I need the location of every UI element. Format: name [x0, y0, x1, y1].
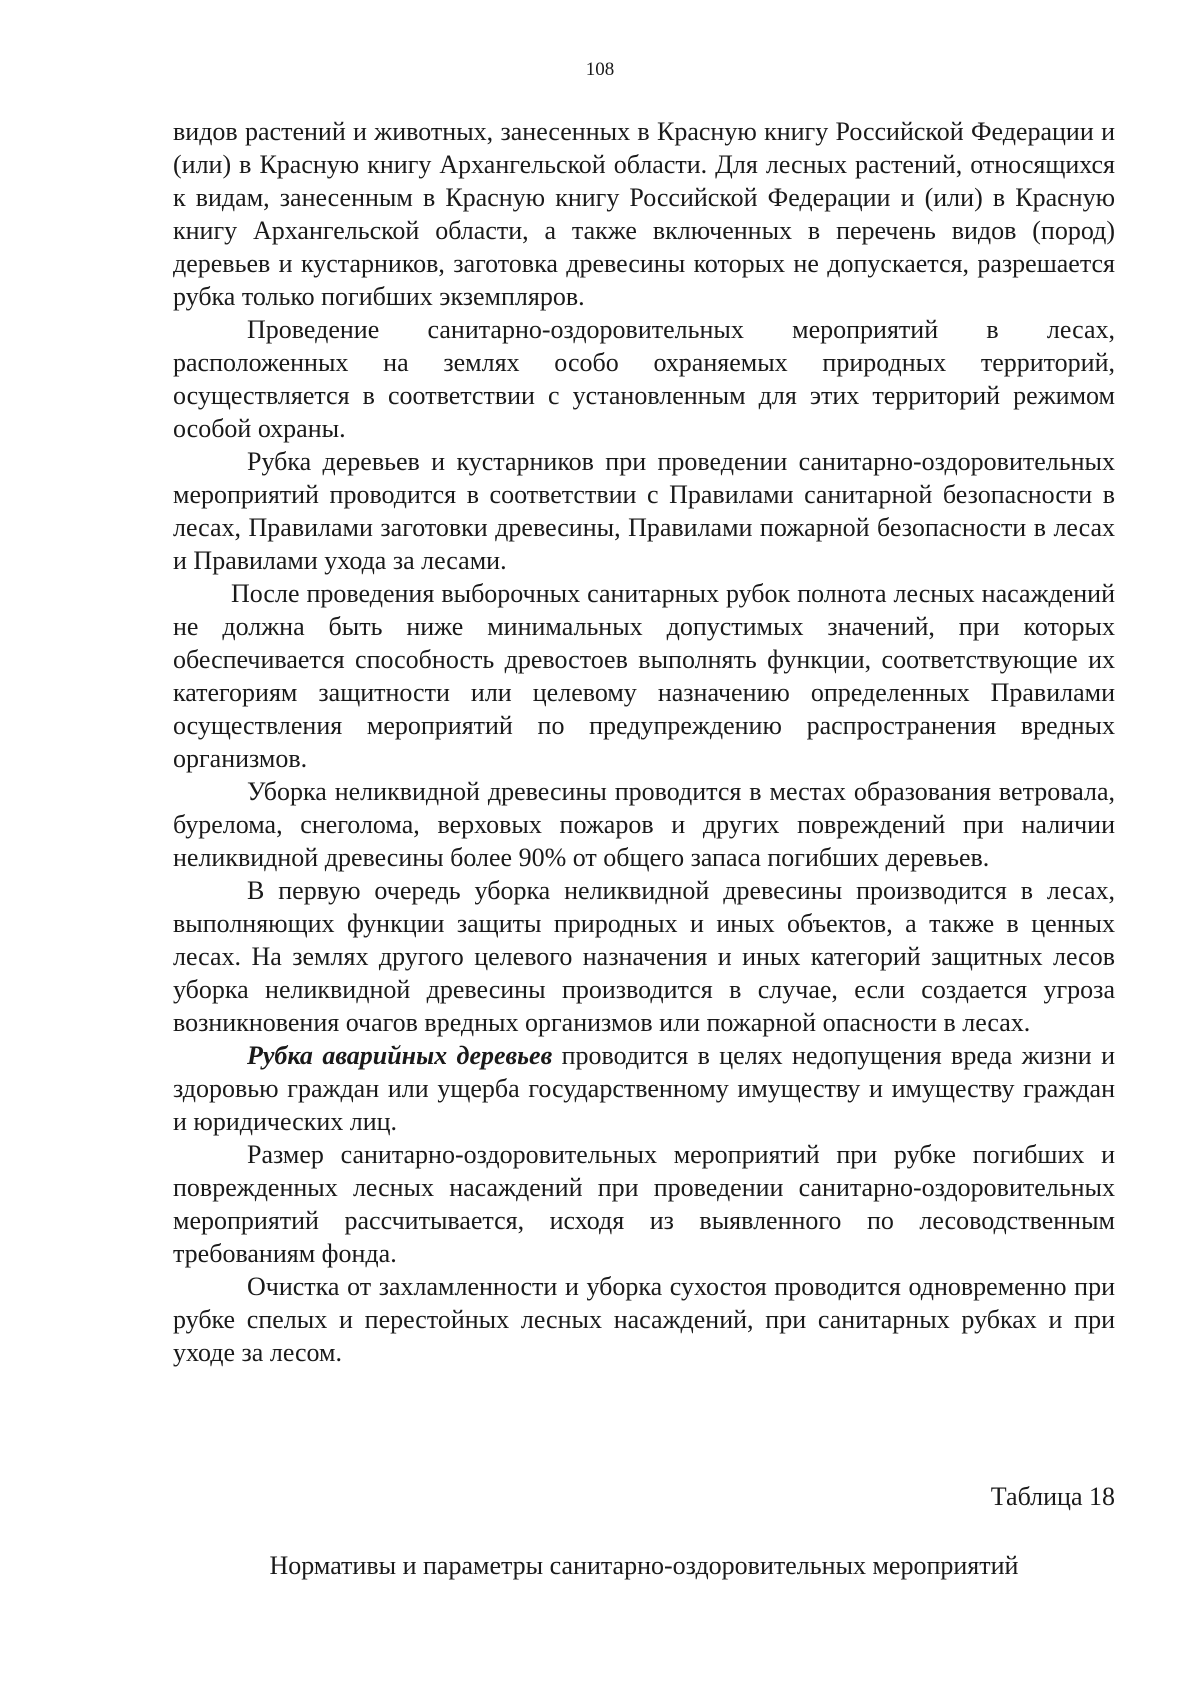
paragraph-selective-felling: После проведения выборочных санитарных рубок полнота лесных насаждений не должна быть ниже минимальных допустимых значений, при которых обеспечивается способность древостоев выполнять функции, соответствующие их категориям защитности или целевому назначению определенных Правилами осуществления мероприятий по предупреждению распространения вредных организмов.	[173, 579, 1115, 773]
body-text	[173, 115, 1115, 1369]
paragraph-clutter-cleanup: Очистка от захламленности и уборка сухостоя проводится одновременно при рубке спелых и перестойных лесных насаждений, при санитарных рубках и при уходе за лесом.	[173, 1272, 1115, 1367]
paragraph-red-book: видов растений и животных, занесенных в Красную книгу Российской Федерации и (или) в Красную книгу Архангельской области. Для лесных растений, относящихся к видам, занесенным в Красную книгу Российской Федерации и (или) в Красную книгу Архангельской области, а также включенных в перечень видов (пород) деревьев и кустарников, заготовка древесины которых не допускается, разрешается рубка только погибших экземпляров.	[173, 117, 1115, 311]
paragraph-priority-cleanup: В первую очередь уборка неликвидной древесины производится в лесах, выполняющих функции защиты природных и иных объектов, а также в ценных лесах. На землях другого целевого назначения и иных категорий защитных лесов уборка неликвидной древесины производится в случае, если создается угроза возникновения очагов вредных организмов или пожарной опасности в лесах.	[173, 876, 1115, 1037]
paragraph-measures-size: Размер санитарно-оздоровительных мероприятий при рубке погибших и поврежденных лесных насаждений при проведении санитарно-оздоровительных мероприятий рассчитывается, исходя из выявленного по лесоводственным требованиям фонда.	[173, 1140, 1115, 1268]
paragraph-protected-territories: Проведение санитарно-оздоровительных мероприятий в лесах, расположенных на землях особо охраняемых природных территорий, осуществляется в соответствии с установленным для этих территорий режимом особой охраны.	[173, 315, 1115, 443]
table-title: Нормативы и параметры санитарно-оздоровительных мероприятий	[269, 1551, 1019, 1580]
paragraph-emergency-trees	[173, 1039, 1115, 1138]
paragraph-illiquid-wood-cleanup: Уборка неликвидной древесины проводится в местах образования ветровала, бурелома, снеголома, верховых пожаров и других повреждений при наличии неликвидной древесины более 90% от общего запаса погибших деревьев.	[173, 777, 1115, 872]
paragraph-felling-rules: Рубка деревьев и кустарников при проведении санитарно-оздоровительных мероприятий проводится в соответствии с Правилами санитарной безопасности в лесах, Правилами заготовки древесины, Правилами пожарной безопасности в лесах и Правилами ухода за лесами.	[173, 447, 1115, 575]
table-label: Таблица 18	[990, 1482, 1115, 1511]
emergency-trees-text: проводится в целях недопущения вреда жизни и здоровью граждан или ущерба государственному имуществу и имуществу граждан и юридических лиц.	[173, 1041, 1115, 1136]
page-number: 108	[585, 59, 615, 80]
emergency-trees-term: Рубка аварийных деревьев	[247, 1041, 553, 1070]
